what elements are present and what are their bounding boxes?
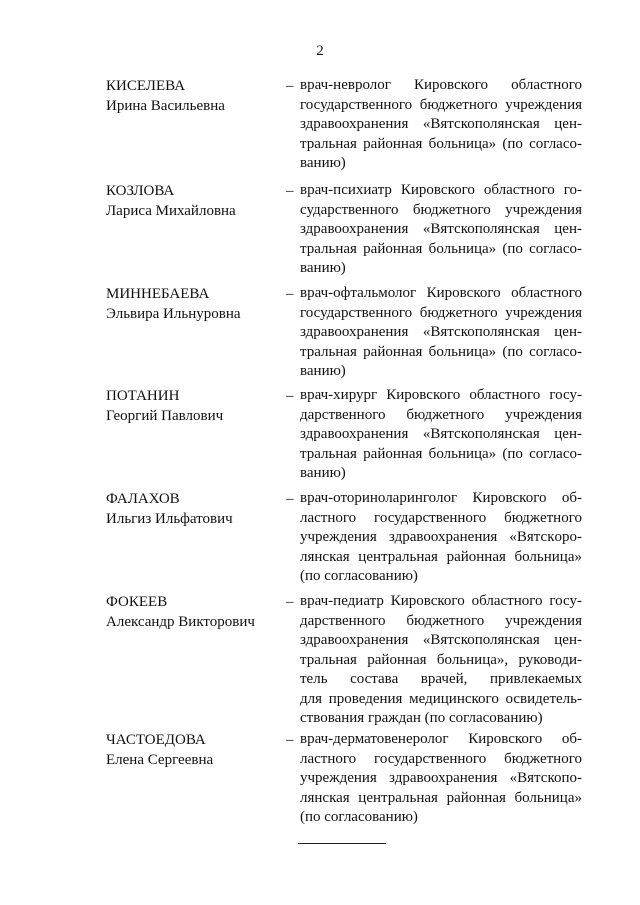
role-line: тральная районная больница» (по согласо- [300, 240, 582, 257]
role-line: ванию) [300, 363, 346, 379]
member-name [106, 386, 286, 426]
dash-separator: – [286, 286, 294, 302]
role-line: врач-педиатр Кировского областного госу- [300, 593, 582, 609]
role-line: врач-дерматовенеролог Кировского об- [300, 731, 582, 747]
member-name [106, 592, 286, 632]
role-line: здравоохранения «Вятскополянская цен- [300, 221, 582, 237]
member-role [300, 592, 582, 729]
role-line: учреждения здравоохранения «Вятскопо- [300, 770, 582, 786]
role-line: дарственного бюджетного учреждения [300, 612, 582, 629]
member-name [106, 284, 286, 324]
role-line: врач-оториноларинголог Кировского об- [300, 490, 582, 506]
member-given-names: Ирина Васильевна [106, 98, 225, 114]
role-line: лянская центральная районная больница» [300, 548, 582, 565]
member-given-names: Лариса Михайловна [106, 203, 236, 219]
role-line: ластного государственного бюджетного [300, 509, 582, 526]
page-number: 2 [316, 43, 324, 59]
role-line: учреждения здравоохранения «Вятскopo- [300, 529, 582, 545]
role-line: здравоохранения «Вятскополянская цен- [300, 426, 582, 442]
member-name [106, 181, 286, 221]
role-line: для проведения медицинского освидетель- [300, 690, 582, 707]
member-name [106, 76, 286, 116]
member-given-names: Ильгиз Ильфатович [106, 511, 233, 527]
role-line: лянская центральная районная больница» [300, 789, 582, 806]
role-line: тральная районная больница» (по согласо- [300, 445, 582, 462]
member-surname: ФАЛАХОВ [106, 491, 180, 507]
role-line: здравоохранения «Вятскополянская цен- [300, 116, 582, 132]
dash-separator: – [286, 732, 294, 748]
member-name [106, 730, 286, 770]
role-line: тральная районная больница» (по согласо- [300, 135, 582, 152]
end-of-list-rule [298, 843, 386, 844]
role-line: (по согласованию) [300, 568, 418, 584]
role-line: врач-невролог Кировского областного [300, 77, 582, 93]
member-role [300, 284, 582, 382]
role-line: дарственного бюджетного учреждения [300, 406, 582, 423]
role-line: сударственного бюджетного учреждения [300, 201, 582, 218]
member-surname: ЧАСТОЕДОВА [106, 732, 206, 748]
role-line: здравоохранения «Вятскополянская цен- [300, 632, 582, 648]
member-surname: ПОТАНИН [106, 388, 180, 404]
member-role [300, 730, 582, 828]
role-line: (по согласованию) [300, 809, 418, 825]
dash-separator: – [286, 78, 294, 94]
role-line: ванию) [300, 260, 346, 276]
role-line: ствования граждан (по согласованию) [300, 710, 543, 726]
role-line: государственного бюджетного учреждения [300, 96, 582, 113]
role-line: тель состава врачей, привлекаемых [300, 671, 582, 687]
member-name [106, 489, 286, 529]
member-role [300, 76, 582, 174]
role-line: врач-психиатр Кировского областного го- [300, 182, 582, 198]
role-line: врач-хирург Кировского областного госу- [300, 387, 582, 403]
role-line: государственного бюджетного учреждения [300, 304, 582, 321]
member-given-names: Эльвира Ильнуровна [106, 306, 241, 322]
role-line: ванию) [300, 465, 346, 481]
role-line: тральная районная больница», руководи- [300, 651, 582, 668]
member-role [300, 181, 582, 279]
role-line: ластного государственного бюджетного [300, 750, 582, 767]
dash-separator: – [286, 491, 294, 507]
member-given-names: Александр Викторович [106, 614, 255, 630]
member-surname: КОЗЛОВА [106, 183, 175, 199]
member-surname: МИННЕБАЕВА [106, 286, 210, 302]
dash-separator: – [286, 594, 294, 610]
member-role [300, 386, 582, 484]
dash-separator: – [286, 388, 294, 404]
role-line: здравоохранения «Вятскополянская цен- [300, 324, 582, 340]
member-surname: КИСЕЛЕВА [106, 78, 186, 94]
role-line: тральная районная больница» (по согласо- [300, 343, 582, 360]
member-given-names: Георгий Павлович [106, 408, 224, 424]
role-line: ванию) [300, 155, 346, 171]
member-surname: ФОКЕЕВ [106, 594, 168, 610]
role-line: врач-офтальмолог Кировского областного [300, 285, 582, 301]
member-given-names: Елена Сергеевна [106, 752, 214, 768]
dash-separator: – [286, 183, 294, 199]
member-role [300, 489, 582, 587]
